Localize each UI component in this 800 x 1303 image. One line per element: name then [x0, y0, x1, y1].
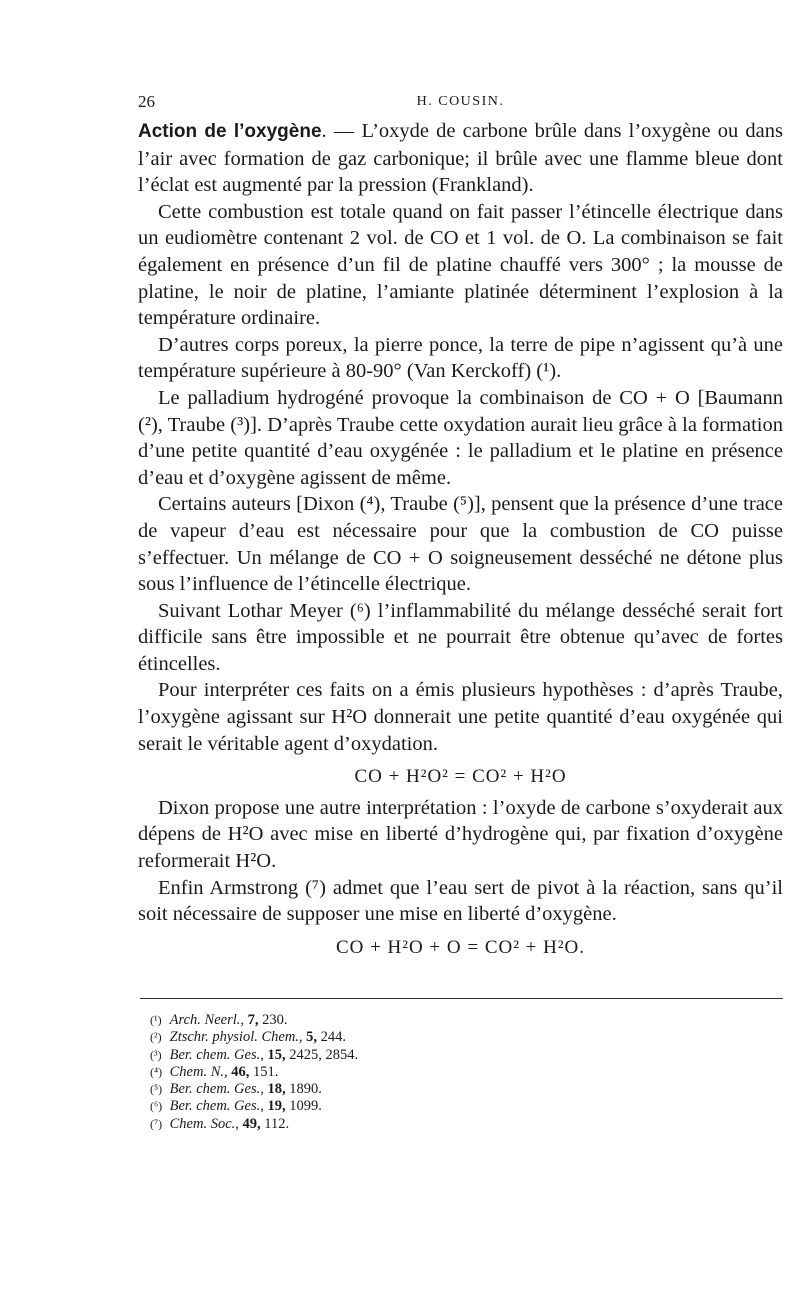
- footnote: (³) Ber. chem. Ges., 15, 2425, 2854.: [150, 1046, 359, 1063]
- paragraph-porous-bodies: D’autres corps poreux, la pierre ponce, la terre de pipe n’agissent qu’à une température supérieure à 80-90° (Van Kerckoff) (¹).: [138, 333, 783, 383]
- page-number: 26: [138, 92, 155, 111]
- footnote: (⁴) Chem. N., 46, 151.: [150, 1063, 279, 1080]
- footnotes: [150, 1012, 770, 1133]
- section-heading: Action de l’oxygène: [138, 121, 322, 142]
- paragraph-dixon: Dixon propose une autre interprétation : l’oxyde de carbone s’oxyderait aux dépens de H²O avec mise en liberté d’hydrogène qui, par fixation d’oxygène reformerait H²O.: [138, 796, 783, 873]
- paragraph-palladium: Le palladium hydrogéné provoque la combinaison de CO + O [Baumann (²), Traube (³)]. D’après Traube cette oxydation aurait lieu grâce à la formation d’une petite quantité d’eau oxygénée : le palladium et le platine en présence d’eau et d’oxygène agissent de même.: [138, 386, 783, 489]
- footnote-separator: [140, 998, 783, 999]
- page-header: [138, 92, 783, 114]
- paragraph-armstrong: Enfin Armstrong (⁷) admet que l’eau sert de pivot à la réaction, sans qu’il soit nécessaire de supposer une mise en liberté d’oxygène.: [138, 876, 783, 926]
- footnote: (²) Ztschr. physiol. Chem., 5, 244.: [150, 1029, 347, 1046]
- paragraph-water-vapour: Certains auteurs [Dixon (⁴), Traube (⁵)], pensent que la présence d’une trace de vapeur d’eau est nécessaire pour que la combustion de CO puisse s’effectuer. Un mélange de CO + O soigneusement desséché ne détone plus sous l’influence de l’étincelle électrique.: [138, 493, 783, 596]
- footnote: (⁶) Ber. chem. Ges., 19, 1099.: [150, 1098, 322, 1115]
- running-head: H. COUSIN.: [416, 94, 505, 109]
- footnote: (⁵) Ber. chem. Ges., 18, 1890.: [150, 1081, 322, 1098]
- footnote: (⁷) Chem. Soc., 49, 112.: [150, 1115, 290, 1132]
- paragraph-lothar-meyer: Suivant Lothar Meyer (⁶) l’inflammabilité du mélange desséché serait fort difficile sans être impossible et ne pourrait être obtenue qu’avec de fortes étincelles.: [138, 599, 783, 675]
- equation-armstrong: CO + H²O + O = CO² + H²O.: [335, 936, 586, 958]
- body-text: [138, 118, 783, 965]
- footnote: (¹) Arch. Neerl., 7, 230.: [150, 1012, 288, 1028]
- section-lead-text: . — L’oxyde de carbone brûle dans l’oxygène ou dans l’air avec formation de gaz carbonique; il brûle avec une flamme bleue dont l’éclat est augmenté par la pression (Frankland).: [138, 120, 783, 197]
- equation-traube: CO + H²O² = CO² + H²O: [354, 766, 567, 788]
- paragraph-hypotheses: Pour interpréter ces faits on a émis plusieurs hypothèses : d’après Traube, l’oxygène agissant sur H²O donnerait une petite quantité d’eau oxygénée qui serait le véritable agent d’oxydation.: [138, 679, 783, 755]
- section-opening-paragraph: [138, 118, 783, 199]
- paragraph-combustion: Cette combustion est totale quand on fait passer l’étincelle électrique dans un eudiomètre contenant 2 vol. de CO et 1 vol. de O. La combinaison se fait également en présence d’un fil de platine chauffé vers 300° ; la mousse de platine, le noir de platine, l’amiante platinée déterminent l’explosion à la température ordinaire.: [138, 200, 783, 330]
